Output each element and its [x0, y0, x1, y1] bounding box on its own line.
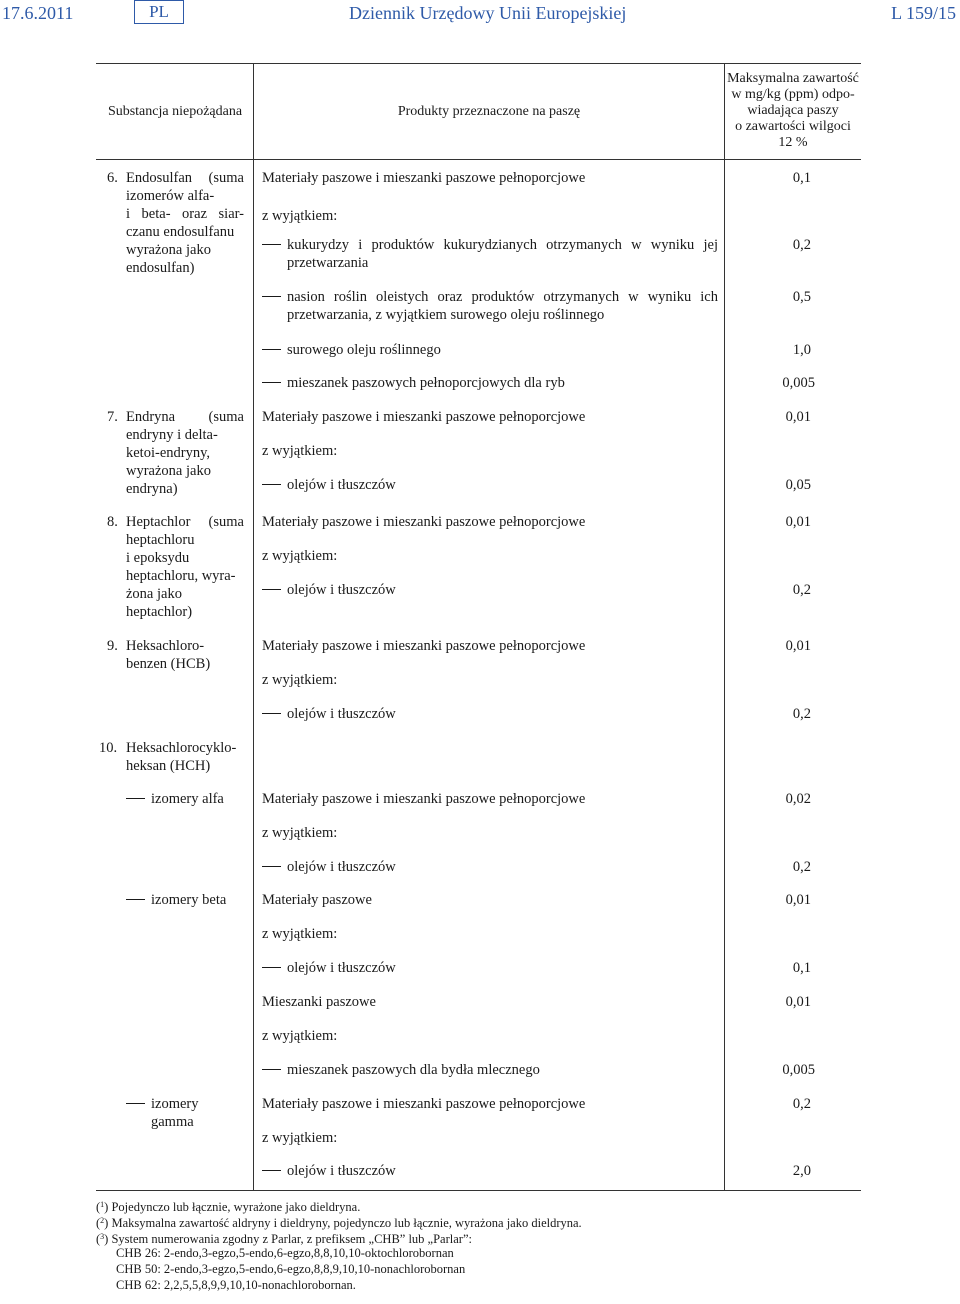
dash — [126, 1103, 145, 1104]
isomer-name: izomery alfa — [151, 791, 224, 807]
footnote-text: System numerowania zgodny z Parlar, z prefiksem „CHB” lub „Parlar”: — [111, 1232, 472, 1246]
limit-value: 0,2 — [792, 859, 811, 875]
substance-line: heptachloru — [126, 532, 195, 548]
header-max-line: w mg/kg (ppm) odpo- — [731, 87, 855, 102]
footnote-mark: 3 — [100, 1232, 105, 1241]
product-line: surowego oleju roślinnego — [287, 342, 441, 358]
substance-line: Heptachlor (suma — [126, 514, 244, 530]
chb-entry: CHB 62: 2,2,5,5,8,9,9,10,10-nonachlorobornan. — [116, 1278, 356, 1292]
footnote: ($^3$) System numerowania zgodny z Parlar, z prefiksem „CHB” lub „Parlar”: — [96, 1232, 472, 1246]
limit-value: 0,02 — [785, 791, 811, 807]
except-label: z wyjątkiem: — [262, 926, 338, 942]
dash — [262, 589, 281, 590]
product-line: mieszanek paszowych pełnoporcjowych dla ryb — [287, 375, 565, 391]
product-line: mieszanek paszowych dla bydła mlecznego — [287, 1062, 540, 1078]
limit-value: 0,1 — [792, 960, 811, 976]
product-exception — [262, 1162, 396, 1180]
substance-line: żona jako — [126, 586, 182, 602]
header-max-line: Maksymalna zawartość — [727, 71, 859, 86]
isomer-label — [126, 790, 224, 808]
product-exception — [262, 374, 565, 392]
limit-value: 0,005 — [782, 1062, 815, 1078]
substance-line: endosulfan) — [126, 260, 195, 276]
column-divider-1 — [253, 63, 254, 1190]
footnote: ($^2$) Maksymalna zawartość aldryny i dieldryny, pojedynczo lub łącznie, wyrażona jako dieldryna. — [96, 1216, 582, 1230]
substance-line: Endosulfan (suma — [126, 170, 244, 186]
page-number: L 159/15 — [891, 3, 956, 23]
dash — [262, 713, 281, 714]
item-number: 10. — [99, 740, 118, 756]
header-max-content — [725, 71, 861, 151]
header-products: Produkty przeznaczone na paszę — [397, 104, 581, 119]
product-exception — [262, 858, 396, 876]
dash — [262, 1069, 281, 1070]
substance-line: heptachlor) — [126, 604, 193, 620]
limit-value: 0,005 — [782, 375, 815, 391]
substance-line: wyrażona jako — [126, 463, 211, 479]
except-label: z wyjątkiem: — [262, 548, 338, 564]
header-max-line: 12 % — [778, 135, 808, 150]
item-number: 8. — [107, 514, 118, 530]
product-line: olejów i tłuszczów — [287, 1163, 396, 1179]
header-max-line: wiadająca paszy — [747, 103, 839, 118]
product-full: Materiały paszowe i mieszanki paszowe pełnoporcjowe — [262, 791, 586, 807]
item-number: 9. — [107, 638, 118, 654]
table-top-rule — [96, 63, 861, 64]
product-exception — [262, 236, 718, 254]
limit-value: 0,2 — [792, 237, 811, 253]
limit-value: 0,1 — [792, 170, 811, 186]
product-line: olejów i tłuszczów — [287, 582, 396, 598]
substance-line: i epoksydu — [126, 550, 190, 566]
dash — [126, 798, 145, 799]
dash — [262, 296, 281, 297]
item-number: 6. — [107, 170, 118, 186]
product-full: Materiały paszowe i mieszanki paszowe pełnoporcjowe — [262, 514, 586, 530]
isomer-name: izomery — [151, 1096, 199, 1112]
limit-value: 1,0 — [792, 342, 811, 358]
limit-value: 0,2 — [792, 706, 811, 722]
product-exception — [262, 705, 396, 723]
substance-line: izomerów alfa- — [126, 188, 215, 204]
product-line: olejów i tłuszczów — [287, 960, 396, 976]
footnote-text: Maksymalna zawartość aldryny i dieldryny, pojedynczo lub łącznie, wyrażona jako dieldryna. — [111, 1216, 582, 1230]
substance-line: i beta- oraz siar- — [126, 206, 244, 222]
product-exception — [262, 581, 396, 599]
except-label: z wyjątkiem: — [262, 1028, 338, 1044]
footnote-mark: 2 — [100, 1216, 105, 1225]
substance-line: heksan (HCH) — [126, 758, 211, 774]
page-header — [0, 0, 960, 34]
limit-value: 0,2 — [792, 582, 811, 598]
limit-value: 0,5 — [792, 289, 811, 305]
except-label: z wyjątkiem: — [262, 672, 338, 688]
product-line: olejów i tłuszczów — [287, 859, 396, 875]
footnote-mark: 1 — [100, 1200, 105, 1209]
dash — [262, 244, 281, 245]
limit-value: 2,0 — [792, 1163, 811, 1179]
dash — [262, 967, 281, 968]
product-exception — [262, 341, 441, 359]
chb-entry: CHB 26: 2-endo,3-egzo,5-endo,6-egzo,8,8,10,10-oktochlorobornan — [116, 1246, 454, 1260]
product-exception — [262, 476, 396, 494]
dash — [262, 382, 281, 383]
dash — [262, 1170, 281, 1171]
substance-line: endryny i delta- — [126, 427, 218, 443]
product-exception — [262, 959, 396, 977]
substance-line: wyrażona jako — [126, 242, 211, 258]
substance-line: endryna) — [126, 481, 178, 497]
language-badge: PL — [134, 0, 184, 24]
product-line: przetwarzania — [287, 255, 369, 271]
product-line: kukurydzy i produktów kukurydzianych otrzymanych w wyniku jej — [287, 237, 718, 253]
footnote-text: Pojedynczo lub łącznie, wyrażone jako dieldryna. — [111, 1200, 361, 1214]
except-label: z wyjątkiem: — [262, 208, 338, 224]
dash — [262, 866, 281, 867]
header-max-line: o zawartości wilgoci — [735, 119, 851, 134]
substance-line: czanu endosulfanu — [126, 224, 235, 240]
except-label: z wyjątkiem: — [262, 443, 338, 459]
product-line: olejów i tłuszczów — [287, 706, 396, 722]
table-bottom-rule — [96, 1190, 861, 1191]
product-line: olejów i tłuszczów — [287, 477, 396, 493]
isomer-label — [126, 891, 226, 909]
product-full: Materiały paszowe i mieszanki paszowe pełnoporcjowe — [262, 1096, 586, 1112]
product-full: Materiały paszowe i mieszanki paszowe pełnoporcjowe — [262, 409, 586, 425]
journal-title: Dziennik Urzędowy Unii Europejskiej — [349, 3, 627, 23]
product-line: przetwarzania, z wyjątkiem surowego oleju roślinnego — [287, 307, 605, 323]
product-exception — [262, 1061, 540, 1079]
substance-line: ketoi-endryny, — [126, 445, 211, 461]
product-exception — [262, 288, 718, 306]
substance-line: heptachloru, wyra- — [126, 568, 236, 584]
product-mixtures: Mieszanki paszowe — [262, 994, 376, 1010]
dash — [126, 899, 145, 900]
substance-line: Heksachlorocyklo- — [126, 740, 237, 756]
limit-value: 0,01 — [785, 892, 811, 908]
limit-value: 0,01 — [785, 409, 811, 425]
column-divider-2 — [724, 63, 725, 1190]
except-label: z wyjątkiem: — [262, 825, 338, 841]
limit-value: 0,2 — [792, 1096, 811, 1112]
product-full: Materiały paszowe i mieszanki paszowe pełnoporcjowe — [262, 170, 586, 186]
isomer-name: gamma — [151, 1114, 194, 1130]
product-materials: Materiały paszowe — [262, 892, 372, 908]
substance-line: Endryna (suma — [126, 409, 244, 425]
header-substance: Substancja niepożądana — [107, 104, 243, 119]
chb-entry: CHB 50: 2-endo,3-egzo,5-endo,6-egzo,8,8,9,10,10-nonachlorobornan — [116, 1262, 466, 1276]
limit-value: 0,01 — [785, 994, 811, 1010]
substance-line: benzen (HCB) — [126, 656, 211, 672]
item-number: 7. — [107, 409, 118, 425]
except-label: z wyjątkiem: — [262, 1130, 338, 1146]
publication-date: 17.6.2011 — [2, 3, 74, 23]
limit-value: 0,01 — [785, 514, 811, 530]
product-full: Materiały paszowe i mieszanki paszowe pełnoporcjowe — [262, 638, 586, 654]
isomer-label — [126, 1095, 199, 1113]
product-line: nasion roślin oleistych oraz produktów otrzymanych w wyniku ich — [287, 289, 718, 305]
footnote: ($^1$) Pojedynczo lub łącznie, wyrażone jako dieldryna. — [96, 1200, 361, 1214]
table-header-rule — [96, 159, 861, 160]
dash — [262, 349, 281, 350]
dash — [262, 484, 281, 485]
isomer-name: izomery beta — [151, 892, 227, 908]
limit-value: 0,05 — [785, 477, 811, 493]
limit-value: 0,01 — [785, 638, 811, 654]
substance-line: Heksachloro- — [126, 638, 205, 654]
